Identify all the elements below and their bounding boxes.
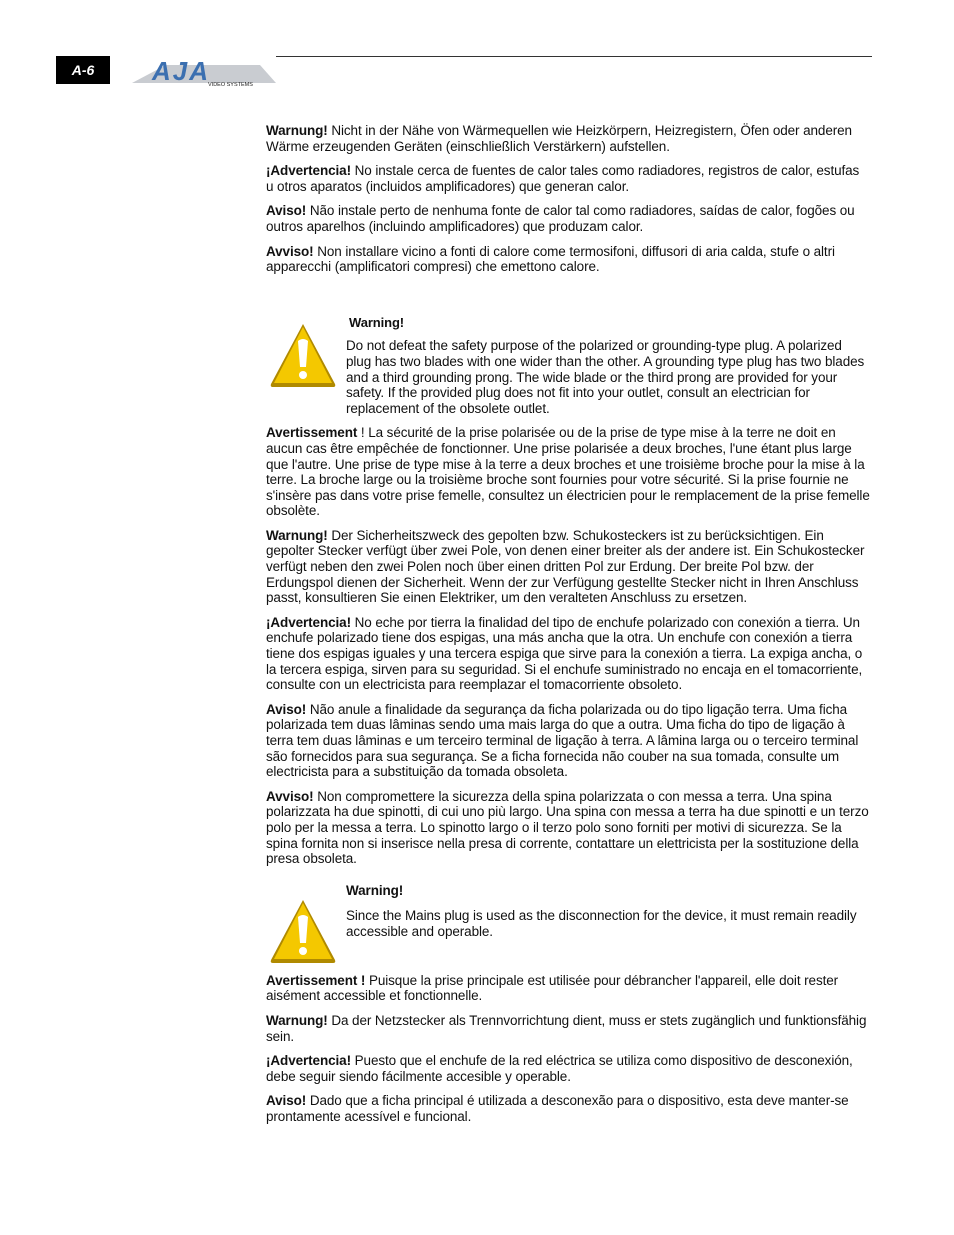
notice-label: Warnung! bbox=[266, 527, 328, 543]
notice-paragraph: Avviso! Non installare vicino a fonti di calore come termosifoni, diffusori di aria calda, stufe o altri apparecchi (amplificatori compresi) che emettono calore. bbox=[266, 243, 835, 275]
notice-label: Avviso! bbox=[266, 243, 314, 259]
notice-label: Avertissement bbox=[266, 425, 358, 441]
notice-paragraph: Warnung! Nicht in der Nähe von Wärmequellen wie Heizkörpern, Heizregistern, Öfen oder anderen Wärme erzeugenden Geräten (einschließlich Verstärkern) aufstellen. bbox=[266, 123, 852, 154]
notice-label: Aviso! bbox=[266, 701, 307, 717]
notice-label: ¡Advertencia! bbox=[266, 1053, 351, 1069]
notice-paragraph: Aviso! Não instale perto de nenhuma fonte de calor tal como radiadores, saídas de calor, fogões ou outros aparelhos (incluindo amplificadores) que produzam calor. bbox=[266, 203, 855, 234]
notice-paragraph: Avertissement ! Puisque la prise principale est utilisée pour débrancher l'appareil, elle doit rester aisément accessible et fonctionnelle. bbox=[266, 972, 839, 1004]
warning-block-plug bbox=[266, 315, 870, 417]
notice-paragraph: ¡Advertencia! Puesto que el enchufe de la red eléctrica se utiliza como dispositivo de desconexión, debe seguir siendo fácilmente accesible y operable. bbox=[266, 1053, 853, 1084]
warning-triangle-icon bbox=[268, 897, 338, 965]
notice-paragraph: Warnung! Da der Netzstecker als Trennvorrichtung dient, muss er stets zugänglich und funktionsfähig sein. bbox=[266, 1012, 867, 1044]
notice-paragraph: Aviso! Não anule a finalidade da segurança da ficha polarizada ou do tipo ligação terra. Uma ficha polarizada tem duas lâminas sendo uma mais larga do que a outra. Uma ficha do tipo de ligação à terra tem duas lâminas e um terceiro terminal de ligação à terra. A lâmina larga ou o terceiro terminal são fornecidos para sua segurança. Se a ficha fornecida não couber na sua tomada, consulte um electricista para a substituição da tomada obsoleta. bbox=[266, 701, 859, 780]
notice-label: Aviso! bbox=[266, 1093, 307, 1109]
warning-block-mains bbox=[266, 883, 870, 973]
notice-paragraph: ¡Advertencia! No instale cerca de fuentes de calor tales como radiadores, registros de calor, estufas u otros aparatos (incluidos amplificadores) que generan calor. bbox=[266, 163, 860, 194]
safety-content bbox=[266, 123, 870, 1134]
warning-title: Warning! bbox=[349, 314, 405, 330]
warning-title-wrap bbox=[266, 315, 870, 331]
notice-paragraph: Avertissement ! La sécurité de la prise polarisée ou de la prise de type mise à la terre ne doit en aucun cas être empêchée de fonctionner. Une prise polarisée a deux broches, l'une étant plus large que l'autre. Une prise de type mise à la terre a deux broches et une troisième broche pour la mise à la terre. La broche large ou la troisième broche sont fournies pour votre sécurité. Si la prise fournie ne s'insère pas dans votre prise femelle, consultez un électricien pour le remplacement de la prise femelle obsolète. bbox=[266, 425, 870, 519]
aja-logo bbox=[130, 55, 276, 89]
warning-triangle-icon bbox=[268, 321, 338, 389]
notice-label: Warnung! bbox=[266, 1012, 328, 1028]
notice-paragraph: Aviso! Dado que a ficha principal é utilizada a desconexão para o dispositivo, esta deve manter-se prontamente acessível e funcional. bbox=[266, 1093, 849, 1124]
notice-label: ¡Advertencia! bbox=[266, 163, 351, 179]
warning-text: Do not defeat the safety purpose of the polarized or grounding-type plug. A polarized plug has two blades with one wider than the other. A grounding type plug has two blades and a third grounding prong. The wide blade or the third prong are provided for your safety. If the provided plug does not fit into your outlet, consult an electrician for replacement of the obsolete outlet. bbox=[346, 338, 865, 416]
notice-label: Aviso! bbox=[266, 203, 307, 219]
notice-paragraph: ¡Advertencia! No eche por tierra la finalidad del tipo de enchufe polarizado con conexión a tierra. Un enchufe polarizado tiene dos espigas, una más ancha que la otra. Un enchufe con conexión a tierra tiene dos espigas iguales y una tercera espiga que sirve para la conexión a tierra. La expiga ancha, o la tercera espiga, sirven para su seguridad. Si el enchufe suministrado no encaja en el tomacorriente, consulte con un electricista para reemplazar el tomacorriente obsoleto. bbox=[266, 614, 863, 693]
logo-subtext: VIDEO SYSTEMS bbox=[208, 82, 253, 88]
notice-label: Avviso! bbox=[266, 788, 314, 804]
logo-wordmark: AJA bbox=[152, 56, 211, 86]
warning-title: Warning! bbox=[346, 882, 404, 898]
page-number-tab: A-6 bbox=[56, 56, 110, 84]
notice-label: Avertissement ! bbox=[266, 972, 366, 988]
notice-label: ¡Advertencia! bbox=[266, 614, 351, 630]
header-rule bbox=[276, 56, 872, 57]
notice-paragraph: Avviso! Non compromettere la sicurezza della spina polarizzata o con messa a terra. Una spina polarizzata ha due spinotti, di cui uno più largo. Una spina con messa a terra ha due spinotti e un terzo polo per la messa a terra. Lo spinotto largo o il terzo polo sono forniti per motivi di sicurezza. Se la spina fornita non si inserisce nella presa di corrente, contattare un elettricista per la sostituzione della presa obsoleta. bbox=[266, 788, 869, 867]
warning-text: Since the Mains plug is used as the disconnection for the device, it must remain readily accessible and operable. bbox=[346, 908, 857, 939]
notice-paragraph: Warnung! Der Sicherheitszweck des gepolten bzw. Schukosteckers ist zu berücksichtigen. Ein gepolter Stecker verfügt über zwei Pole, von denen einer breiter als der andere ist. Ein Schukostecker verfügt neben den zwei Polen noch über einen dritten Pol zur Erdung. Der breite Pol bzw. der Erdungspol dienen der Sicherheit. Wenn der zur Verfügung gestellte Stecker nicht in Ihren Anschluss passt, konsultieren Sie einen Elektriker, um den veralteten Anschluss zu ersetzen. bbox=[266, 527, 865, 606]
warning-body bbox=[346, 883, 870, 940]
notice-label: Warnung! bbox=[266, 123, 328, 138]
